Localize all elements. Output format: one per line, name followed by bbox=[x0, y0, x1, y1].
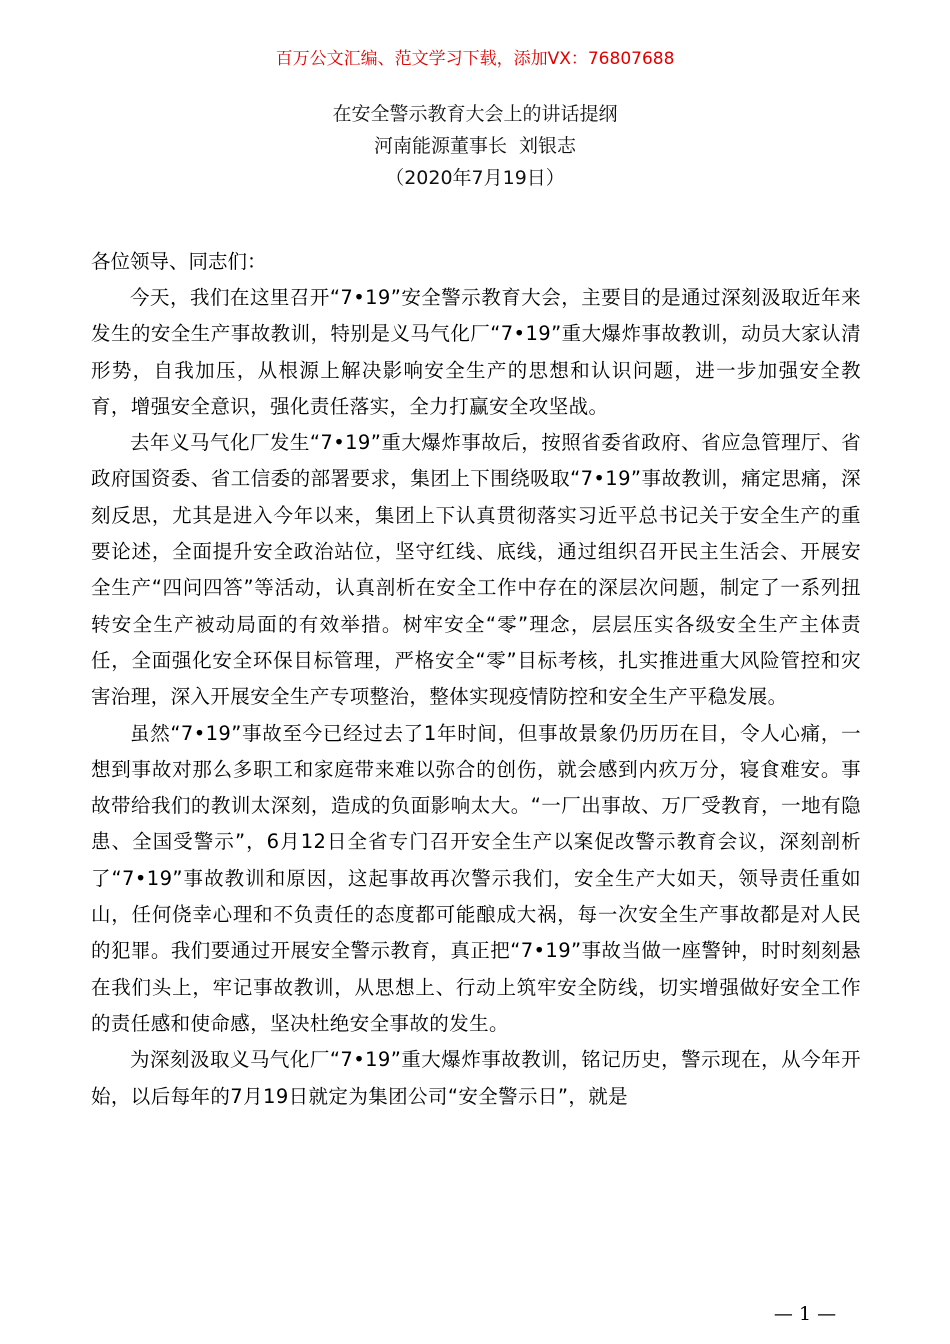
document-title-block bbox=[0, 98, 950, 194]
document-title: 在安全警示教育大会上的讲话提纲 bbox=[332, 103, 618, 125]
document-date: （2020年7月19日） bbox=[385, 167, 565, 189]
paragraph-4: 为深刻汲取义马气化厂“7•19”重大爆炸事故教训，铭记历史，警示现在，从今年开始，以后每年的7月19日就定为集团公司“安全警示日”，就是 bbox=[91, 1048, 861, 1108]
speaker-line: 河南能源董事长 刘银志 bbox=[373, 135, 577, 157]
salutation: 各位领导、同志们： bbox=[91, 250, 267, 273]
paragraph-3: 虽然“7•19”事故至今已经过去了1年时间，但事故景象仍历历在目，令人心痛，一想到事故对那么多职工和家庭带来难以弥合的创伤，就会感到内疚万分，寝食难安。事故带给我们的教训太深刻，造成的负面影响太大。“一厂出事故、万厂受教育，一地有隐患、全国受警示”，6月12日全省专门召开安全生产以案促改警示教育会议，深刻剖析了“7•19”事故教训和原因，这起事故再次警示我们，安全生产大如天，领导责任重如山，任何侥幸心理和不负责任的态度都可能酿成大祸，每一次安全生产事故都是对人民的犯罪。我们要通过开展安全警示教育，真正把“7•19”事故当做一座警钟，时时刻刻悬在我们头上，牢记事故教训，从思想上、行动上筑牢安全防线，切实增强做好安全工作的责任感和使命感，坚决杜绝安全事故的发生。 bbox=[91, 721, 861, 1035]
body-text bbox=[91, 280, 861, 1115]
watermark-banner: 百万公文汇编、范文学习下载，添加VX：76807688 bbox=[275, 49, 675, 69]
page-number: — 1 — bbox=[773, 1303, 837, 1325]
paragraph-2: 去年义马气化厂发生“7•19”重大爆炸事故后，按照省委省政府、省应急管理厅、省政府国资委、省工信委的部署要求，集团上下围绕吸取“7•19”事故教训，痛定思痛，深刻反思，尤其是进入今年以来，集团上下认真贯彻落实习近平总书记关于安全生产的重要论述，全面提升安全政治站位，坚守红线、底线，通过组织召开民主生活会、开展安全生产“四问四答”等活动，认真剖析在安全工作中存在的深层次问题，制定了一系列扭转安全生产被动局面的有效举措。树牢安全“零”理念，层层压实各级安全生产主体责任，全面强化安全环保目标管理，严格安全“零”目标考核，扎实推进重大风险管控和灾害治理，深入开展安全生产专项整治，整体实现疫情防控和安全生产平稳发展。 bbox=[91, 431, 861, 709]
paragraph-1: 今天，我们在这里召开“7•19”安全警示教育大会，主要目的是通过深刻汲取近年来发生的安全生产事故教训，特别是义马气化厂“7•19”重大爆炸事故教训，动员大家认清形势，自我加压，从根源上解决影响安全生产的思想和认识问题，进一步加强安全教育，增强安全意识，强化责任落实，全力打赢安全攻坚战。 bbox=[91, 286, 861, 418]
